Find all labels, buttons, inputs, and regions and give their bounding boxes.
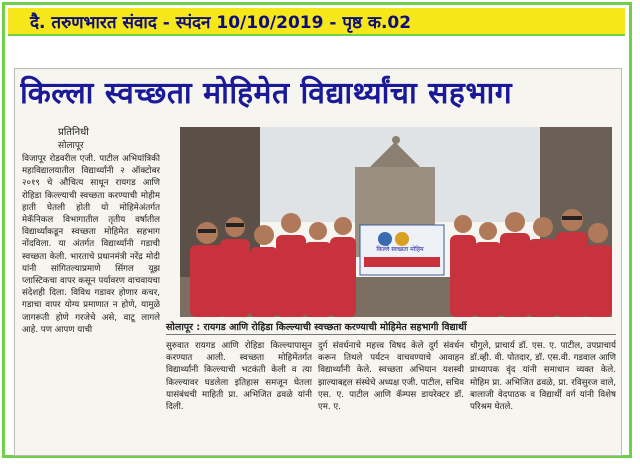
photo-caption: सोलापूर : रायगड आणि रोहिडा किल्ल्याची स्वच्छता करण्याची मोहिमेत सहभागी विद्यार्थी [166,322,467,333]
caption-divider [166,334,616,335]
byline-author: प्रतिनिधी [58,127,89,138]
group-photo-illustration [180,127,612,317]
article-headline: किल्ला स्वच्छता मोहिमेत विद्यार्थ्यांचा सहभाग [20,76,513,111]
right-column-a-text: दुर्ग संवर्धनाचे महत्त्व विषद केले दुर्ग संवर्धन करून तिथले पर्यटन वाचवण्याचे आवाहन विद्यार्थ्यांनी केले. स्वच्छता अभियान यशस्वी झाल्याबद्दल संस्थेचे अध्यक्ष एजी. पाटील, सचिव एस. ए. पाटील आणि कॅम्पस डायरेक्टर डॉ. एम. ए. [318,341,464,413]
right-column-b-text: चौगुले, प्राचार्य डॉ. एस. ए. पाटील, उपप्राचार्य डॉ.व्ही. वी. पोतदार, डॉ. एस.वी. गडवाल आणि प्राध्यापक वृंद यांनी समाधान व्यक्त केले. मोहिम प्रा. अभिजित ढवळे, प्रा. रविसुरज वाले, बालाजी वेदपाठक व विद्यार्थी वर्ग यांनी विशेष परिश्रम घेतले. [470,341,616,413]
header-title: दै. तरुणभारत संवाद - स्पंदन 10/10/2019 - पृष्ठ क.02 [30,12,412,33]
byline-location: सोलापूर [58,141,84,151]
header-bar [8,8,625,36]
group-photo [180,127,612,317]
banner-text: किल्ले स्वच्छता मोहिम [376,246,424,253]
left-column-text: विजापूर रोडवरील एजी. पाटील अभियांत्रिकी महाविद्यालयातील विद्यार्थ्यांनी २ ऑक्टोबर २०१९ चे औचित्य साधून रायगड आणि रोहिडा किल्ल्याची स्वच्छता करण्याची मोहीम हाती घेतली होती यो मोहिमेअंतर्गत मेकॅनिकल विभागातील तृतीय वर्षातील विद्यार्थ्यांकडून स्वच्छता मोहिमेत सहभाग नोंदविला. या अंतर्गत विद्यार्थ्यांनी गडाची स्वच्छता केली. भारताचे प्रधानमंत्री नरेंद्र मोदी यांनी सांगितल्याप्रमाणे सिंगल यूझ प्लास्टिकचा वापर कसून पर्यावरण वाचवायचा संदेशही दिला. विविध गडावर होणार कचर, गडाचा वापर योग्य प्रमाणात न होणे, यामुळे जागरूती होणे गरजेचे असे, वाटू लागले आहे. पण आपण याची [22,154,160,335]
middle-column-text: सुरुवात रायगड आणि रोहिडा किल्ल्यापासून करण्यात आली. स्वच्छता मोहिमेंतर्गत विद्यार्थ्यांनी किल्ल्याची भटकंती केली व त्या किल्ल्यावर घडलेला इतिहास समजून घेतला यासंबंधची माहिती प्रा. अभिजित ढवळे यांनी दिली. [166,341,312,413]
